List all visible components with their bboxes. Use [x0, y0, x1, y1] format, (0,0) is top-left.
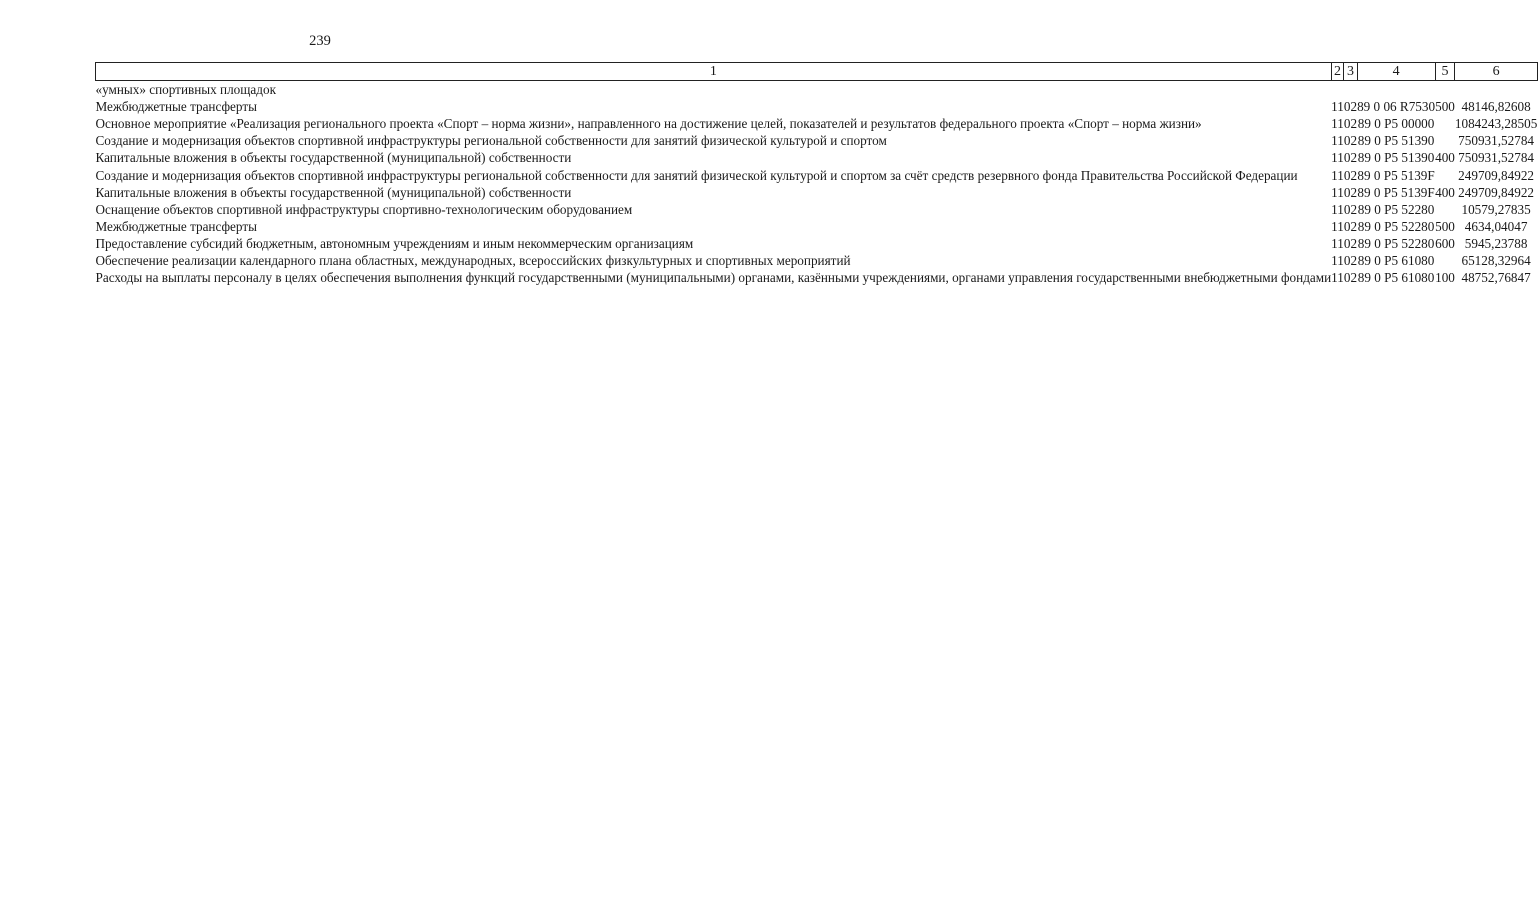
row-subsection: 02: [1343, 201, 1358, 217]
table-row: [96, 252, 1538, 269]
table-row: [96, 115, 1538, 132]
row-name: Капитальные вложения в объекты государственной (муниципальной) собственности: [95, 184, 572, 200]
row-target-code: 89 0 P5 52280: [1357, 235, 1435, 251]
row-amount: 249709,84922: [1458, 184, 1534, 200]
row-amount: 5945,23788: [1464, 235, 1528, 251]
row-name: «умных» спортивных площадок: [95, 82, 276, 98]
row-subsection: 02: [1343, 253, 1358, 269]
row-expense-type: [1435, 115, 1455, 132]
table-row: [96, 149, 1538, 166]
row-amount: 48752,76847: [1461, 270, 1531, 286]
row-target-code: 89 0 P5 61080: [1357, 253, 1435, 269]
row-expense-type: 500: [1435, 218, 1455, 234]
row-target-code: 89 0 P5 52280: [1357, 218, 1435, 234]
row-amount: 10579,27835: [1461, 201, 1531, 217]
row-expense-type: [1435, 201, 1455, 218]
table-row: [96, 132, 1538, 149]
column-header-1: 1: [96, 63, 1332, 81]
row-subsection: 02: [1343, 270, 1358, 286]
row-expense-type: 500: [1435, 99, 1455, 115]
row-section: 11: [1331, 116, 1344, 132]
row-name: Межбюджетные трансферты: [95, 218, 257, 234]
row-expense-type: 100: [1435, 270, 1455, 286]
row-name: Оснащение объектов спортивной инфраструктуры спортивно-технологическим оборудованием: [95, 201, 633, 217]
row-section: [1331, 81, 1344, 99]
column-header-5: 5: [1435, 63, 1455, 81]
row-section: 11: [1331, 133, 1344, 149]
row-section: 11: [1331, 235, 1344, 251]
row-subsection: 02: [1343, 235, 1358, 251]
row-expense-type: [1435, 252, 1455, 269]
row-target-code: 89 0 P5 5139F: [1357, 167, 1435, 183]
row-amount: 65128,32964: [1461, 253, 1531, 269]
row-section: 11: [1331, 150, 1344, 166]
column-header-2: 2: [1331, 63, 1344, 81]
row-section: 11: [1331, 218, 1344, 234]
row-expense-type: 600: [1435, 235, 1455, 251]
row-amount: 48146,82608: [1461, 99, 1531, 115]
row-expense-type: [1435, 132, 1455, 149]
row-name: Обеспечение реализации календарного плана областных, международных, всероссийских физкультурных и спортивных мероприятий: [95, 253, 851, 269]
table-row: [96, 167, 1538, 184]
table-header-row: [96, 63, 1538, 81]
table-row: [96, 269, 1538, 286]
budget-table: [95, 62, 1538, 286]
row-target-code: 89 0 P5 51390: [1357, 133, 1435, 149]
row-name: Основное мероприятие «Реализация регионального проекта «Спорт – норма жизни», направленного на достижение целей, показателей и результатов федерального проекта «Спорт – норма жизни»: [95, 116, 1202, 132]
column-header-4: 4: [1357, 63, 1435, 81]
row-target-code: 89 0 P5 61080: [1357, 270, 1435, 286]
row-section: 11: [1331, 253, 1344, 269]
row-name: Создание и модернизация объектов спортивной инфраструктуры региональной собственности для занятий физической культурой и спортом за счёт средств резервного фонда Правительства Российской Федерации: [95, 167, 1298, 183]
row-amount: 4634,04047: [1464, 218, 1528, 234]
row-target-code: 89 0 P5 5139F: [1357, 184, 1435, 200]
row-subsection: 02: [1343, 184, 1358, 200]
row-subsection: 02: [1343, 150, 1358, 166]
row-name: Создание и модернизация объектов спортивной инфраструктуры региональной собственности для занятий физической культурой и спортом: [95, 133, 887, 149]
table-row: [96, 218, 1538, 235]
row-expense-type: 400: [1435, 150, 1455, 166]
column-header-6: 6: [1455, 63, 1537, 81]
row-subsection: 02: [1343, 99, 1358, 115]
row-target-code: 89 0 P5 52280: [1357, 201, 1435, 217]
row-amount: 750931,52784: [1458, 133, 1534, 149]
row-section: 11: [1331, 99, 1344, 115]
row-subsection: 02: [1343, 218, 1358, 234]
table-row: [96, 81, 1538, 99]
table-row: [96, 235, 1538, 252]
row-name: Расходы на выплаты персоналу в целях обеспечения выполнения функций государственными (муниципальными) органами, казёнными учреждениями, органами управления государственными внебюджетными фондами: [95, 270, 1332, 286]
row-subsection: 02: [1343, 167, 1358, 183]
row-subsection: 02: [1343, 133, 1358, 149]
row-subsection: [1344, 81, 1357, 99]
row-target-code: 89 0 06 R7530: [1357, 99, 1436, 115]
row-expense-type: 400: [1435, 184, 1455, 200]
row-name: Межбюджетные трансферты: [95, 99, 257, 115]
table-row: [96, 98, 1538, 115]
table-body: [96, 81, 1538, 287]
row-amount: 249709,84922: [1458, 167, 1534, 183]
row-amount: 750931,52784: [1458, 150, 1534, 166]
table-row: [96, 201, 1538, 218]
row-target-code: 89 0 P5 51390: [1357, 150, 1435, 166]
row-section: 11: [1331, 201, 1344, 217]
page-number: 239: [309, 33, 331, 49]
row-amount: 1084243,28505: [1454, 116, 1538, 132]
row-expense-type: [1435, 167, 1455, 184]
table-row: [96, 184, 1538, 201]
row-section: 11: [1331, 167, 1344, 183]
row-target-code: [1357, 81, 1435, 99]
column-header-3: 3: [1344, 63, 1357, 81]
row-target-code: 89 0 P5 00000: [1357, 116, 1435, 132]
row-name: Капитальные вложения в объекты государственной (муниципальной) собственности: [95, 150, 572, 166]
row-section: 11: [1331, 270, 1344, 286]
row-name: Предоставление субсидий бюджетным, автономным учреждениям и иным некоммерческим организациям: [95, 235, 694, 251]
row-expense-type: [1435, 81, 1455, 99]
row-amount: [1455, 81, 1537, 99]
row-subsection: 02: [1343, 116, 1358, 132]
row-section: 11: [1331, 184, 1344, 200]
